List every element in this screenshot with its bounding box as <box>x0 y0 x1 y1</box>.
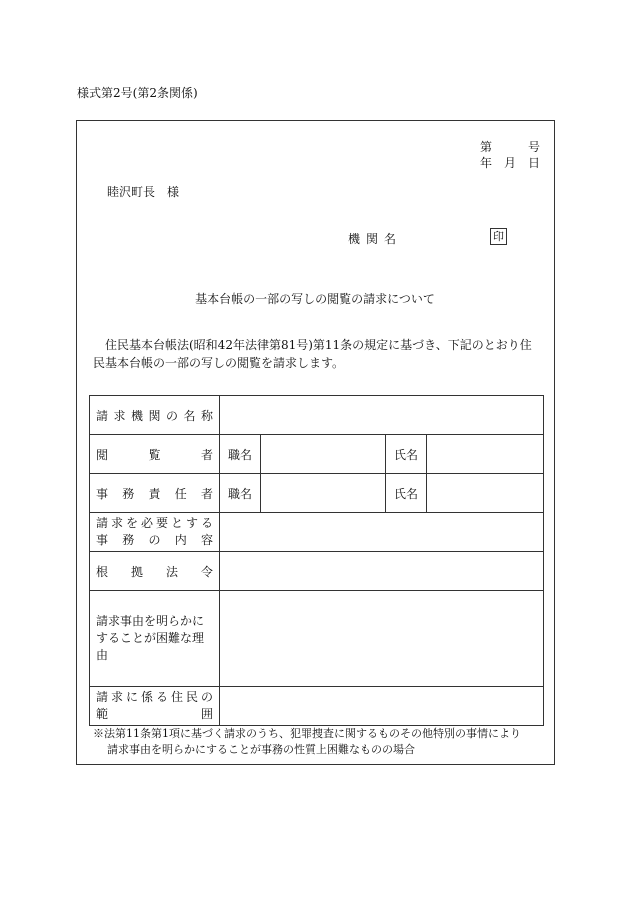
responsible-name-value[interactable] <box>427 474 544 513</box>
viewer-job-title-value[interactable] <box>261 435 386 474</box>
footnote <box>93 726 521 758</box>
request-body-text: 住民基本台帳法(昭和42年法律第81号)第11条の規定に基づき、下記のとおり住民基本台帳の一部の写しの閲覧を請求します。 <box>93 338 532 370</box>
form-number: 様式第2号(第2条関係) <box>77 86 198 100</box>
legal-basis-value[interactable] <box>220 552 544 591</box>
label-business-content-line1: 請求を必要とする <box>96 516 213 530</box>
table-row <box>90 435 544 474</box>
requesting-agency-value[interactable] <box>220 396 544 435</box>
label-responsible-job-title: 職名 <box>220 474 261 513</box>
label-viewer-name: 氏名 <box>386 435 427 474</box>
label-viewer: 閲覧者 <box>90 435 220 474</box>
label-resident-scope-line1: 請求に係る住民の <box>96 690 213 704</box>
table-row <box>90 474 544 513</box>
resident-scope-value[interactable] <box>220 687 544 726</box>
document-title: 基本台帳の一部の写しの閲覧の請求について <box>195 292 435 306</box>
table-row <box>90 396 544 435</box>
footnote-line2: 請求事由を明らかにすることが事務の性質上困難なものの場合 <box>107 743 415 756</box>
label-viewer-job-title: 職名 <box>220 435 261 474</box>
label-legal-basis: 根拠法令 <box>90 552 220 591</box>
table-row <box>90 687 544 726</box>
table-row <box>90 552 544 591</box>
addressee: 睦沢町長 様 <box>107 185 180 199</box>
label-business-content <box>90 513 220 552</box>
organization-name-label: 機関名 <box>348 232 403 246</box>
label-difficulty-reason-line1: 請求事由を明らかに <box>96 614 205 628</box>
request-table <box>89 395 544 726</box>
label-responsible-person: 事務責任者 <box>90 474 220 513</box>
table-row <box>90 513 544 552</box>
label-difficulty-reason <box>90 591 220 687</box>
label-difficulty-reason-line2: することが困難な理由 <box>96 631 205 662</box>
label-requesting-agency: 請求機関の名称 <box>90 396 220 435</box>
viewer-name-value[interactable] <box>427 435 544 474</box>
table-row <box>90 591 544 687</box>
responsible-job-title-value[interactable] <box>261 474 386 513</box>
seal-mark: 印 <box>490 228 507 245</box>
document-number-label: 第 号 <box>480 140 541 154</box>
label-resident-scope <box>90 687 220 726</box>
document-date-label: 年 月 日 <box>480 156 541 170</box>
business-content-value[interactable] <box>220 513 544 552</box>
label-business-content-line2: 事務の内容 <box>96 533 213 547</box>
footnote-line1: ※法第11条第1項に基づく請求のうち、犯罪捜査に関するものその他特別の事情により <box>93 727 521 740</box>
label-responsible-name: 氏名 <box>386 474 427 513</box>
difficulty-reason-value[interactable] <box>220 591 544 687</box>
label-resident-scope-line2: 範囲 <box>96 707 213 721</box>
